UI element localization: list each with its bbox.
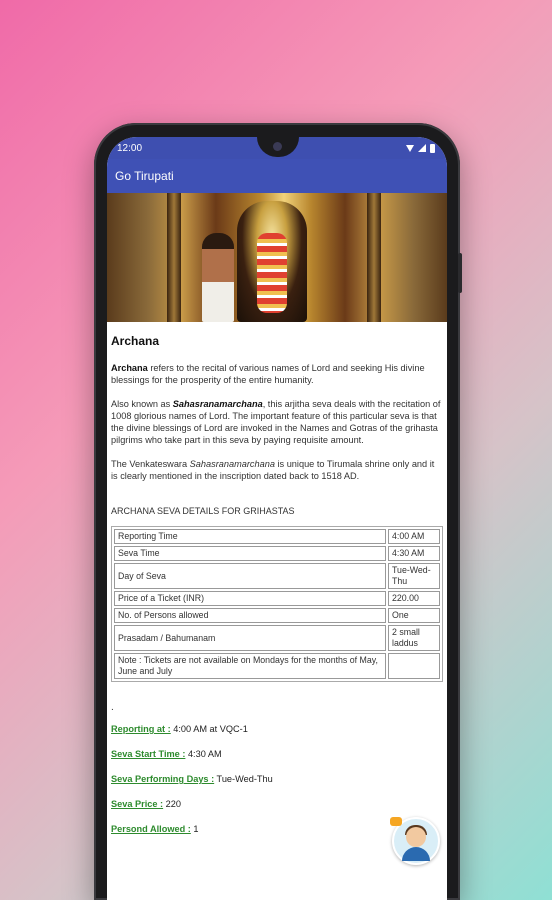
status-icons <box>406 144 435 153</box>
row-value: 4:30 AM <box>388 546 440 561</box>
article-paragraph-3 <box>111 458 443 482</box>
wifi-icon <box>406 145 414 152</box>
phone-frame <box>94 123 460 900</box>
row-label: No. of Persons allowed <box>114 608 386 623</box>
battery-icon <box>430 144 435 153</box>
info-value: 4:30 AM <box>185 749 222 759</box>
row-label: Reporting Time <box>114 529 386 544</box>
avatar-body <box>402 847 430 861</box>
info-seva-price <box>111 799 443 810</box>
seva-details-table <box>111 526 443 682</box>
hero-image <box>107 193 447 322</box>
separator-dot: . <box>111 702 114 713</box>
table-row <box>114 546 440 561</box>
row-label: Prasadam / Bahumanam <box>114 625 386 651</box>
info-label: Seva Performing Days : <box>111 774 215 784</box>
info-label: Seva Start Time : <box>111 749 186 759</box>
row-value: 4:00 AM <box>388 529 440 544</box>
p3-start: The Venkateswara <box>111 459 190 469</box>
archana-bold: Archana <box>111 363 148 373</box>
table-row <box>114 529 440 544</box>
app-title: Go Tirupati <box>115 169 174 183</box>
power-button <box>458 253 462 293</box>
pillar-right <box>367 193 381 322</box>
p3-text: is unique to Tirumala shrine only and it is clearly mentioned in the inscription dated back to 1518 AD. <box>111 459 435 481</box>
p3-emphasis: Sahasranamarchana <box>189 459 275 469</box>
row-label: Seva Time <box>114 546 386 561</box>
table-row <box>114 625 440 651</box>
p2-text: , this arjitha seva deals with the recitation of 1008 glorious names of Lord. The important feature of this particular seva is that the divine blessings of Lord are invoked in the Names and Gotras of the grihasta pilgrims who take part in this seva by paying requisite amount. <box>111 399 441 445</box>
camera-icon <box>273 142 282 151</box>
p1-text: refers to the recital of various names of Lord and seeking His divine blessings for the prosperity of the entire humanity. <box>111 363 425 385</box>
p2-start: Also known as <box>111 399 173 409</box>
article-title: Archana <box>111 334 160 348</box>
info-reporting <box>111 724 443 735</box>
info-label: Reporting at : <box>111 724 171 734</box>
info-value: 220 <box>163 799 181 809</box>
table-row <box>114 608 440 623</box>
info-seva-start <box>111 749 443 760</box>
info-value: 4:00 AM at VQC-1 <box>170 724 248 734</box>
p2-emphasis: Sahasranamarchana <box>172 399 263 409</box>
table-row <box>114 591 440 606</box>
article-content <box>107 334 443 835</box>
row-label: Price of a Ticket (INR) <box>114 591 386 606</box>
avatar-face <box>406 827 426 847</box>
row-value: One <box>388 608 440 623</box>
row-label: Day of Seva <box>114 563 386 589</box>
app-bar <box>107 159 447 193</box>
signal-icon <box>418 144 426 152</box>
article-paragraph-2 <box>111 398 443 446</box>
info-value: 1 <box>190 824 199 834</box>
info-label: Persond Allowed : <box>111 824 191 834</box>
row-label: Note : Tickets are not available on Mondays for the months of May, June and July <box>114 653 386 679</box>
chat-bubble-icon <box>390 817 402 826</box>
priest-figure <box>202 233 234 322</box>
table-row <box>114 563 440 589</box>
table-heading: ARCHANA SEVA DETAILS FOR GRIHASTAS <box>111 506 295 516</box>
info-value: Tue-Wed-Thu <box>214 774 273 784</box>
garland <box>257 233 287 313</box>
info-label: Seva Price : <box>111 799 164 809</box>
row-value <box>388 653 440 679</box>
table-row <box>114 653 440 679</box>
article-paragraph-1 <box>111 362 443 386</box>
row-value: Tue-Wed-Thu <box>388 563 440 589</box>
status-time: 12:00 <box>117 142 143 154</box>
support-chat-button[interactable] <box>392 817 440 865</box>
info-seva-days <box>111 774 443 785</box>
phone-screen <box>107 137 447 900</box>
row-value: 2 small laddus <box>388 625 440 651</box>
pillar-left <box>167 193 181 322</box>
row-value: 220.00 <box>388 591 440 606</box>
